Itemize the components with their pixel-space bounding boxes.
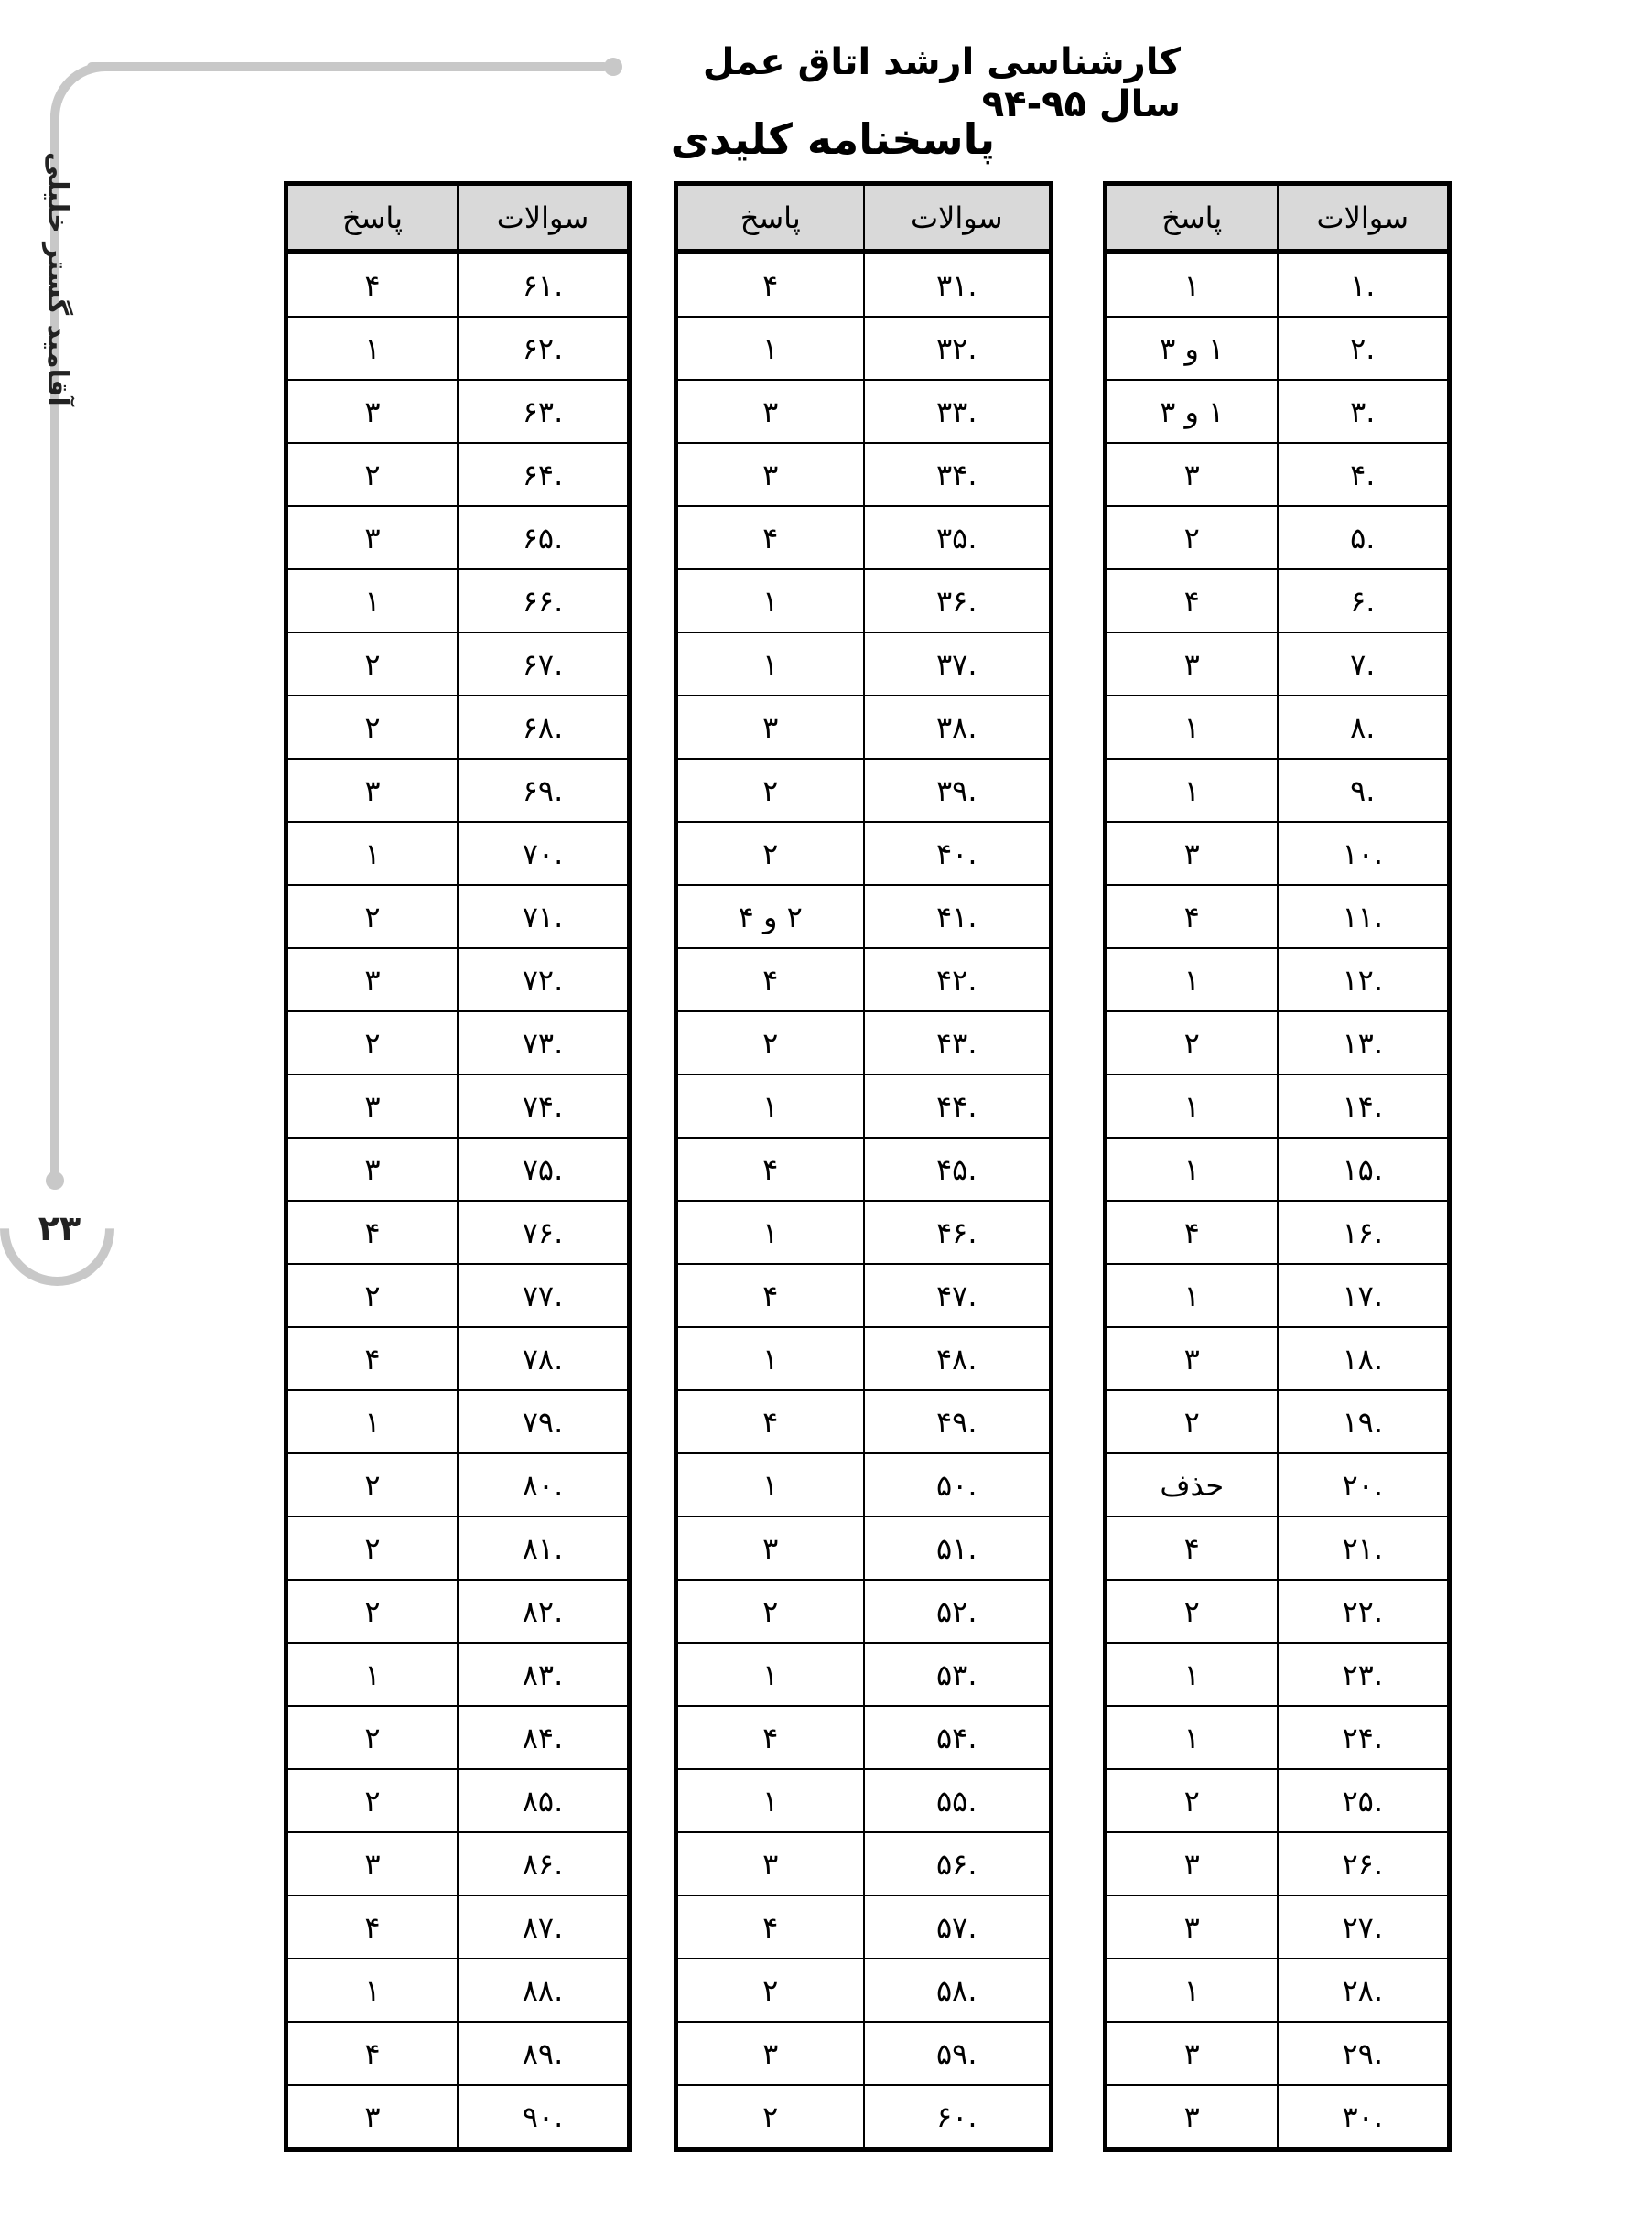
question-number-cell: .۲۶ [1278,1832,1450,1895]
question-number-cell: .۱۱ [1278,885,1450,948]
decorative-top-line [87,62,609,71]
table-row [286,1517,630,1580]
question-number-cell: .۴۷ [864,1264,1052,1327]
question-number-cell: .۶۴ [458,443,630,506]
table-row [1106,1074,1450,1138]
answer-cell: ۳ [676,696,864,759]
answer-cell: ۱ [676,317,864,380]
answer-cell: ۳ [1106,2022,1278,2085]
question-number-cell: .۳۴ [864,443,1052,506]
answer-cell: ۳ [286,759,459,822]
table-row [676,759,1052,822]
question-number-cell: .۴۰ [864,822,1052,885]
answer-cell: ۱ [1106,252,1278,317]
table-row [1106,1769,1450,1832]
table-row [676,252,1052,317]
question-number-cell: .۳۳ [864,380,1052,443]
question-number-cell: .۷۱ [458,885,630,948]
question-number-cell: .۶۹ [458,759,630,822]
question-number-cell: .۳۶ [864,569,1052,632]
table-row [1106,696,1450,759]
question-number-cell: .۵۸ [864,1959,1052,2022]
answer-cell: ۲ [676,1959,864,2022]
table-row [1106,252,1450,317]
column-header-questions: سوالات [864,184,1052,253]
answer-cell: ۴ [286,1327,459,1390]
answer-cell: ۳ [286,506,459,569]
table-row [286,1201,630,1264]
table-row [676,1264,1052,1327]
table-row [676,380,1052,443]
table-row [1106,1138,1450,1201]
answer-cell: ۱ [676,1643,864,1706]
table-row [1106,1706,1450,1769]
question-number-cell: .۸ [1278,696,1450,759]
table-row [286,1706,630,1769]
table-row [1106,1201,1450,1264]
question-number-cell: .۵۱ [864,1517,1052,1580]
question-number-cell: .۳۵ [864,506,1052,569]
answer-cell: ۱ [1106,1706,1278,1769]
question-number-cell: .۷۷ [458,1264,630,1327]
table-row [286,1390,630,1453]
table-row [1106,317,1450,380]
question-number-cell: .۱۶ [1278,1201,1450,1264]
question-number-cell: .۸۵ [458,1769,630,1832]
question-number-cell: .۷۹ [458,1390,630,1453]
answer-cell: ۱ [676,1074,864,1138]
answer-cell: ۱ [286,1959,459,2022]
question-number-cell: .۴۱ [864,885,1052,948]
answer-cell: ۴ [676,1264,864,1327]
answer-cell: ۴ [1106,1201,1278,1264]
question-number-cell: .۲۲ [1278,1580,1450,1643]
table-header-row [286,184,630,253]
question-number-cell: .۱۹ [1278,1390,1450,1453]
question-number-cell: .۶۲ [458,317,630,380]
sidebar-author-text: آقامید گستر خلیلی [41,152,73,406]
answer-cell: ۲ [1106,1580,1278,1643]
question-number-cell: .۱۴ [1278,1074,1450,1138]
table-row [1106,632,1450,696]
answer-cell: ۲ [676,1011,864,1074]
answer-cell: ۱ [286,569,459,632]
question-number-cell: .۲۵ [1278,1769,1450,1832]
table-row [1106,1517,1450,1580]
question-number-cell: .۸۷ [458,1895,630,1959]
question-number-cell: .۲۹ [1278,2022,1450,2085]
question-number-cell: .۶۱ [458,252,630,317]
question-number-cell: .۷۰ [458,822,630,885]
question-number-cell: .۵۲ [864,1580,1052,1643]
question-number-cell: .۱ [1278,252,1450,317]
answer-cell: ۴ [286,2022,459,2085]
table-row [676,1011,1052,1074]
table-row [676,2022,1052,2085]
answer-cell: ۳ [286,1832,459,1895]
question-number-cell: .۶۵ [458,506,630,569]
table-row [676,1390,1052,1453]
column-header-questions: سوالات [1278,184,1450,253]
table-row [286,506,630,569]
answer-cell: ۴ [676,1138,864,1201]
question-number-cell: .۸۸ [458,1959,630,2022]
header-title: کارشناسی ارشد اتاق عمل سال ۹۵-۹۴ [702,41,1181,125]
table-row [1106,569,1450,632]
table-row [676,1769,1052,1832]
question-number-cell: .۸۶ [458,1832,630,1895]
table-row [676,885,1052,948]
question-number-cell: .۸۱ [458,1517,630,1580]
question-number-cell: .۷۲ [458,948,630,1011]
question-number-cell: .۳۸ [864,696,1052,759]
question-number-cell: .۷۳ [458,1011,630,1074]
answer-cell: ۳ [676,1832,864,1895]
question-number-cell: .۳۷ [864,632,1052,696]
answer-cell: ۴ [676,1390,864,1453]
answer-cell: ۱ [1106,759,1278,822]
table-row [286,948,630,1011]
answer-cell: ۲ [286,632,459,696]
table-row [1106,948,1450,1011]
answer-cell: ۳ [286,2085,459,2150]
answer-cell: ۳ [286,1074,459,1138]
table-header-row [1106,184,1450,253]
answer-cell: ۱ [1106,948,1278,1011]
answer-table-right [1103,181,1452,2152]
question-number-cell: .۳ [1278,380,1450,443]
table-row [1106,443,1450,506]
table-row [1106,380,1450,443]
table-row [676,696,1052,759]
question-number-cell: .۱۰ [1278,822,1450,885]
table-row [286,1959,630,2022]
question-number-cell: .۴۸ [864,1327,1052,1390]
question-number-cell: .۱۷ [1278,1264,1450,1327]
answer-cell: حذف [1106,1453,1278,1517]
question-number-cell: .۹ [1278,759,1450,822]
table-row [286,317,630,380]
answer-cell: ۲ [286,1453,459,1517]
question-number-cell: .۶۶ [458,569,630,632]
answer-cell: ۱ [286,317,459,380]
table-row [676,1895,1052,1959]
question-number-cell: .۷۶ [458,1201,630,1264]
answer-cell: ۳ [676,443,864,506]
answer-cell: ۳ [286,948,459,1011]
table-row [1106,822,1450,885]
answer-cell: ۲ [286,443,459,506]
table-row [1106,1895,1450,1959]
answer-cell: ۲ [286,1580,459,1643]
answer-cell: ۲ [1106,1390,1278,1453]
question-number-cell: .۲۴ [1278,1706,1450,1769]
answer-cell: ۲ [286,1011,459,1074]
table-row [286,1895,630,1959]
answer-cell: ۳ [1106,1832,1278,1895]
table-row [286,822,630,885]
question-number-cell: .۵۷ [864,1895,1052,1959]
table-row [286,696,630,759]
answer-cell: ۴ [286,1201,459,1264]
answer-cell: ۴ [1106,1517,1278,1580]
answer-cell: ۱ [676,1327,864,1390]
table-row [676,1201,1052,1264]
column-header-questions: سوالات [458,184,630,253]
column-header-answers: پاسخ [286,184,459,253]
table-row [1106,2085,1450,2150]
question-number-cell: .۷ [1278,632,1450,696]
table-row [286,632,630,696]
question-number-cell: .۵۰ [864,1453,1052,1517]
table-row [286,1769,630,1832]
answer-cell: ۳ [676,1517,864,1580]
table-row [286,1011,630,1074]
table-row [676,632,1052,696]
question-number-cell: .۶۰ [864,2085,1052,2150]
question-number-cell: .۱۳ [1278,1011,1450,1074]
question-number-cell: .۸۹ [458,2022,630,2085]
answer-cell: ۲ [1106,1769,1278,1832]
question-number-cell: .۸۰ [458,1453,630,1517]
question-number-cell: .۳۲ [864,317,1052,380]
answer-cell: ۲ و ۴ [676,885,864,948]
answer-cell: ۱ [1106,1959,1278,2022]
answer-cell: ۲ [676,1580,864,1643]
table-row [1106,1390,1450,1453]
table-row [1106,1011,1450,1074]
question-number-cell: .۵۹ [864,2022,1052,2085]
table-row [1106,1832,1450,1895]
table-row [1106,1327,1450,1390]
answer-cell: ۴ [1106,885,1278,948]
answer-cell: ۱ و ۳ [1106,380,1278,443]
table-row [676,1580,1052,1643]
answer-cell: ۲ [286,1769,459,1832]
table-row [676,569,1052,632]
question-number-cell: .۲۷ [1278,1895,1450,1959]
question-number-cell: .۸۴ [458,1706,630,1769]
column-header-answers: پاسخ [1106,184,1278,253]
question-number-cell: .۴۵ [864,1138,1052,1201]
question-number-cell: .۷۸ [458,1327,630,1390]
question-number-cell: .۶ [1278,569,1450,632]
table-row [286,1453,630,1517]
answer-cell: ۲ [676,759,864,822]
question-number-cell: .۴۶ [864,1201,1052,1264]
answer-cell: ۳ [1106,443,1278,506]
question-number-cell: .۶۷ [458,632,630,696]
question-number-cell: .۱۲ [1278,948,1450,1011]
question-number-cell: .۱۸ [1278,1327,1450,1390]
table-row [676,1138,1052,1201]
table-row [286,885,630,948]
question-number-cell: .۷۴ [458,1074,630,1138]
answer-cell: ۱ [1106,696,1278,759]
table-row [286,569,630,632]
table-row [676,822,1052,885]
table-row [676,1517,1052,1580]
answer-table-left [284,181,632,2152]
table-row [676,1327,1052,1390]
table-row [286,380,630,443]
answer-cell: ۴ [676,1706,864,1769]
table-row [286,759,630,822]
question-number-cell: .۳۹ [864,759,1052,822]
table-row [676,1832,1052,1895]
answer-cell: ۲ [676,822,864,885]
answer-cell: ۱ [286,1390,459,1453]
table-row [676,1074,1052,1138]
page-title: پاسخنامه کلیدی [670,114,996,164]
answer-cell: ۳ [1106,822,1278,885]
table-row [676,506,1052,569]
question-number-cell: .۳۱ [864,252,1052,317]
question-number-cell: .۹۰ [458,2085,630,2150]
table-row [1106,2022,1450,2085]
question-number-cell: .۶۸ [458,696,630,759]
table-row [286,2022,630,2085]
answer-cell: ۳ [286,380,459,443]
page-number: ۲۳ [38,1208,81,1248]
question-number-cell: .۲۳ [1278,1643,1450,1706]
table-header-row [676,184,1052,253]
decorative-corner [50,62,114,126]
table-row [286,1074,630,1138]
table-row [286,2085,630,2150]
question-number-cell: .۱۵ [1278,1138,1450,1201]
table-row [1106,1580,1450,1643]
answer-table-middle [674,181,1053,2152]
answer-cell: ۱ [286,1643,459,1706]
table-row [1106,1264,1450,1327]
question-number-cell: .۲۰ [1278,1453,1450,1517]
question-number-cell: .۸۲ [458,1580,630,1643]
table-row [286,1580,630,1643]
answer-cell: ۳ [676,380,864,443]
answer-cell: ۱ [286,822,459,885]
table-row [1106,1643,1450,1706]
answer-cell: ۲ [286,885,459,948]
question-number-cell: .۴ [1278,443,1450,506]
answer-cell: ۳ [1106,1327,1278,1390]
answer-cell: ۴ [676,252,864,317]
table-row [1106,885,1450,948]
answer-cell: ۱ [1106,1138,1278,1201]
question-number-cell: .۲۱ [1278,1517,1450,1580]
column-header-answers: پاسخ [676,184,864,253]
answer-cell: ۱ [676,1769,864,1832]
table-row [676,948,1052,1011]
table-row [1106,759,1450,822]
answer-cell: ۳ [1106,632,1278,696]
answer-cell: ۲ [286,696,459,759]
table-row [676,2085,1052,2150]
answer-cell: ۴ [1106,569,1278,632]
question-number-cell: .۵۵ [864,1769,1052,1832]
table-row [286,1138,630,1201]
answer-cell: ۲ [286,1264,459,1327]
question-number-cell: .۴۹ [864,1390,1052,1453]
question-number-cell: .۵۶ [864,1832,1052,1895]
table-row [676,1643,1052,1706]
table-row [286,1832,630,1895]
table-row [286,1327,630,1390]
answer-cell: ۳ [1106,2085,1278,2150]
question-number-cell: .۴۳ [864,1011,1052,1074]
question-number-cell: .۸۳ [458,1643,630,1706]
question-number-cell: .۵ [1278,506,1450,569]
answer-cell: ۱ [676,632,864,696]
answer-cell: ۱ [676,569,864,632]
table-row [1106,1453,1450,1517]
table-row [286,1643,630,1706]
answer-cell: ۳ [1106,1895,1278,1959]
question-number-cell: .۷۵ [458,1138,630,1201]
answer-cell: ۲ [1106,1011,1278,1074]
question-number-cell: .۵۴ [864,1706,1052,1769]
question-number-cell: .۵۳ [864,1643,1052,1706]
answer-cell: ۳ [676,2022,864,2085]
answer-cell: ۱ [676,1453,864,1517]
answer-cell: ۴ [676,506,864,569]
answer-cell: ۲ [286,1706,459,1769]
decorative-dot-top [604,58,622,76]
answer-cell: ۴ [286,1895,459,1959]
answer-cell: ۱ [1106,1264,1278,1327]
answer-cell: ۴ [286,252,459,317]
answer-cell: ۲ [676,2085,864,2150]
answer-cell: ۴ [676,948,864,1011]
answer-cell: ۱ [676,1201,864,1264]
table-row [286,1264,630,1327]
table-row [676,1706,1052,1769]
table-row [1106,506,1450,569]
table-row [286,443,630,506]
question-number-cell: .۶۳ [458,380,630,443]
answer-cell: ۱ [1106,1074,1278,1138]
table-row [676,443,1052,506]
answer-cell: ۱ [1106,1643,1278,1706]
answer-cell: ۴ [676,1895,864,1959]
answer-cell: ۲ [286,1517,459,1580]
question-number-cell: .۳۰ [1278,2085,1450,2150]
table-row [1106,1959,1450,2022]
table-row [676,317,1052,380]
question-number-cell: .۲۸ [1278,1959,1450,2022]
question-number-cell: .۴۲ [864,948,1052,1011]
answer-cell: ۲ [1106,506,1278,569]
table-row [676,1453,1052,1517]
table-row [286,252,630,317]
question-number-cell: .۲ [1278,317,1450,380]
table-row [676,1959,1052,2022]
answer-cell: ۱ و ۳ [1106,317,1278,380]
answer-cell: ۳ [286,1138,459,1201]
question-number-cell: .۴۴ [864,1074,1052,1138]
